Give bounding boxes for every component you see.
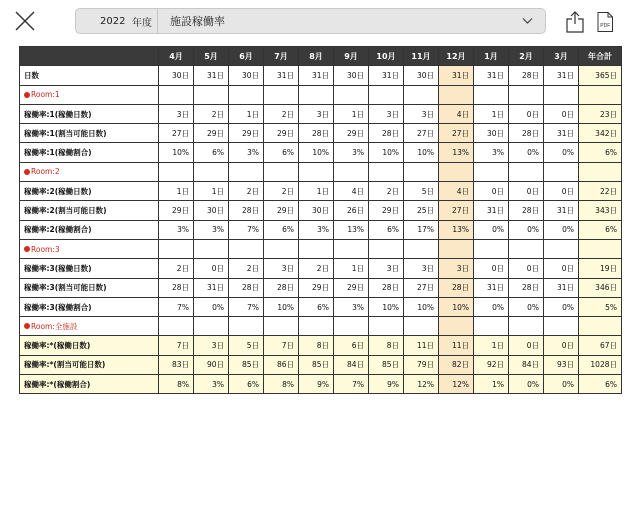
row-label: 稼働率:*(稼働割合) (20, 375, 159, 394)
table-cell: 3% (159, 220, 194, 239)
table-cell: 86日 (264, 355, 299, 374)
table-cell: 0日 (194, 259, 229, 278)
empty-cell (369, 162, 404, 181)
empty-cell (334, 239, 369, 258)
table-cell: 29日 (159, 201, 194, 220)
table-cell: 29日 (194, 124, 229, 143)
table-cell: 1% (474, 375, 509, 394)
table-cell: 0% (544, 220, 579, 239)
table-cell: 3日 (439, 259, 474, 278)
table-cell: 0日 (544, 259, 579, 278)
table-cell: 6日 (334, 336, 369, 355)
table-cell: 4日 (439, 104, 474, 123)
column-header: 2月 (509, 47, 544, 66)
table-cell: 9% (369, 375, 404, 394)
row-label: 稼働率:*(稼働日数) (20, 336, 159, 355)
table-cell: 7日 (159, 336, 194, 355)
table-cell: 0% (509, 297, 544, 316)
table-cell: 30日 (194, 201, 229, 220)
empty-cell (159, 317, 194, 336)
table-cell: 0日 (544, 336, 579, 355)
table-row (20, 259, 622, 278)
table-row (20, 66, 622, 85)
table-row (20, 336, 622, 355)
table-cell: 2日 (229, 182, 264, 201)
column-header: 4月 (159, 47, 194, 66)
empty-cell (509, 239, 544, 258)
empty-cell (404, 239, 439, 258)
table-cell: 92日 (474, 355, 509, 374)
empty-cell (369, 85, 404, 104)
fiscal-year: 2022 (100, 15, 126, 27)
table-cell: 31日 (264, 66, 299, 85)
table-cell: 3% (334, 297, 369, 316)
table-cell: 28日 (509, 124, 544, 143)
column-header: 5月 (194, 47, 229, 66)
empty-cell (474, 239, 509, 258)
total-cell: 6% (579, 220, 622, 239)
room-dot-icon (24, 323, 30, 329)
table-cell: 1日 (334, 259, 369, 278)
table-cell: 27日 (439, 201, 474, 220)
table-cell: 10% (404, 297, 439, 316)
table-cell: 28日 (509, 278, 544, 297)
room-dot-icon (24, 92, 30, 98)
table-cell: 28日 (369, 124, 404, 143)
room-name: Room:3 (31, 244, 60, 254)
table-cell: 31日 (544, 201, 579, 220)
table-cell: 10% (159, 143, 194, 162)
table-cell: 28日 (229, 201, 264, 220)
table-cell: 10% (369, 297, 404, 316)
table-cell: 28日 (509, 201, 544, 220)
table-cell: 83日 (159, 355, 194, 374)
table-cell: 0% (544, 375, 579, 394)
empty-cell (509, 85, 544, 104)
table-cell: 0日 (474, 182, 509, 201)
table-cell: 10% (439, 297, 474, 316)
table-cell: 0% (474, 220, 509, 239)
column-header: 10月 (369, 47, 404, 66)
empty-cell (579, 317, 622, 336)
row-label: 稼働率:1(稼働日数) (20, 104, 159, 123)
empty-cell (509, 162, 544, 181)
empty-cell (229, 85, 264, 104)
room-dot-icon (24, 169, 30, 175)
room-name: Room:全施設 (31, 321, 78, 331)
room-section-row (20, 85, 622, 104)
table-cell: 3% (299, 220, 334, 239)
table-cell: 7% (159, 297, 194, 316)
table-cell: 8日 (369, 336, 404, 355)
table-cell: 2日 (264, 104, 299, 123)
table-cell: 3日 (264, 259, 299, 278)
table-cell: 31日 (544, 66, 579, 85)
pdf-icon-text: PDF (600, 23, 611, 29)
table-cell: 0日 (509, 259, 544, 278)
table-cell: 1日 (159, 182, 194, 201)
table-cell: 0% (544, 297, 579, 316)
table-cell: 93日 (544, 355, 579, 374)
empty-cell (299, 85, 334, 104)
table-cell: 3日 (369, 259, 404, 278)
table-cell: 31日 (299, 66, 334, 85)
table-cell: 29日 (229, 124, 264, 143)
table-row (20, 278, 622, 297)
table-row (20, 375, 622, 394)
table-cell: 6% (264, 143, 299, 162)
empty-cell (159, 162, 194, 181)
table-cell: 8% (159, 375, 194, 394)
table-cell: 13% (334, 220, 369, 239)
table-cell: 31日 (474, 278, 509, 297)
table-cell: 2日 (159, 259, 194, 278)
table-cell: 26日 (334, 201, 369, 220)
table-cell: 0日 (509, 182, 544, 201)
table-cell: 31日 (474, 201, 509, 220)
table-cell: 82日 (439, 355, 474, 374)
table-cell: 29日 (334, 278, 369, 297)
table-cell: 1日 (229, 104, 264, 123)
table-cell: 4日 (334, 182, 369, 201)
row-label: 稼働率:2(稼働日数) (20, 182, 159, 201)
table-cell: 3日 (404, 104, 439, 123)
top-bar (0, 0, 640, 44)
room-section-row (20, 162, 622, 181)
empty-cell (299, 162, 334, 181)
row-label: 稼働率:3(割当可能日数) (20, 278, 159, 297)
table-cell: 28日 (229, 278, 264, 297)
table-cell: 1日 (334, 104, 369, 123)
table-cell: 31日 (474, 66, 509, 85)
table-cell: 90日 (194, 355, 229, 374)
empty-cell (544, 317, 579, 336)
table-cell: 3日 (159, 104, 194, 123)
table-cell: 3% (474, 143, 509, 162)
table-row (20, 124, 622, 143)
empty-cell (369, 239, 404, 258)
empty-cell (264, 162, 299, 181)
pdf-icon[interactable] (597, 12, 613, 32)
table-cell: 0% (509, 143, 544, 162)
table-row (20, 104, 622, 123)
table-cell: 27日 (404, 124, 439, 143)
table-cell: 10% (404, 143, 439, 162)
total-cell: 19日 (579, 259, 622, 278)
table-cell: 31日 (194, 66, 229, 85)
table-cell: 10% (299, 143, 334, 162)
empty-cell (229, 239, 264, 258)
empty-cell (579, 162, 622, 181)
table-cell: 9% (299, 375, 334, 394)
table-cell: 31日 (194, 278, 229, 297)
table-cell: 2日 (229, 259, 264, 278)
empty-cell (264, 239, 299, 258)
table-cell: 0% (509, 220, 544, 239)
table-cell: 31日 (439, 66, 474, 85)
table-cell: 7% (229, 297, 264, 316)
table-cell: 27日 (439, 124, 474, 143)
empty-cell (159, 85, 194, 104)
column-header: 11月 (404, 47, 439, 66)
table-cell: 12% (404, 375, 439, 394)
room-section-row (20, 239, 622, 258)
table-cell: 5日 (229, 336, 264, 355)
table-cell: 27日 (159, 124, 194, 143)
column-header: 1月 (474, 47, 509, 66)
table-cell: 29日 (299, 278, 334, 297)
empty-cell (194, 162, 229, 181)
row-label: 稼働率:3(稼働割合) (20, 297, 159, 316)
row-label: 稼働率:2(割当可能日数) (20, 201, 159, 220)
table-cell: 25日 (404, 201, 439, 220)
empty-cell (194, 239, 229, 258)
table-cell: 3% (194, 220, 229, 239)
header-corner (20, 47, 159, 66)
table-cell: 0% (544, 143, 579, 162)
table-cell: 30日 (404, 66, 439, 85)
empty-cell (229, 162, 264, 181)
total-cell: 67日 (579, 336, 622, 355)
table-cell: 0日 (544, 182, 579, 201)
row-label: 稼働率:1(稼働割合) (20, 143, 159, 162)
empty-cell (474, 85, 509, 104)
empty-cell (579, 85, 622, 104)
table-cell: 0日 (474, 259, 509, 278)
close-icon[interactable] (14, 10, 36, 32)
table-cell: 28日 (439, 278, 474, 297)
table-cell: 84日 (334, 355, 369, 374)
table-cell: 7日 (264, 336, 299, 355)
empty-cell (474, 162, 509, 181)
table-cell: 3% (194, 375, 229, 394)
table-row (20, 220, 622, 239)
table-cell: 8% (264, 375, 299, 394)
table-cell: 0日 (509, 104, 544, 123)
chevron-down-icon (522, 17, 533, 25)
table-cell: 6% (194, 143, 229, 162)
empty-cell (159, 239, 194, 258)
row-label: 稼働率:3(稼働日数) (20, 259, 159, 278)
empty-cell (229, 317, 264, 336)
table-cell: 84日 (509, 355, 544, 374)
table-cell: 6% (264, 220, 299, 239)
table-cell: 30日 (474, 124, 509, 143)
table-cell: 28日 (299, 124, 334, 143)
empty-cell (194, 85, 229, 104)
room-name: Room:2 (31, 167, 60, 177)
table-cell: 3% (334, 143, 369, 162)
empty-cell (334, 162, 369, 181)
empty-cell (439, 317, 474, 336)
column-header: 年合計 (579, 47, 622, 66)
selector-divider (157, 9, 158, 33)
table-cell: 28日 (264, 278, 299, 297)
table-cell: 0日 (509, 336, 544, 355)
empty-cell (264, 317, 299, 336)
report-selector-dropdown[interactable] (75, 8, 546, 34)
empty-cell (299, 317, 334, 336)
empty-cell (404, 85, 439, 104)
table-cell: 31日 (544, 278, 579, 297)
table-cell: 2日 (264, 182, 299, 201)
table-cell: 10% (369, 143, 404, 162)
table-header-row (20, 47, 622, 66)
table-cell: 30日 (334, 66, 369, 85)
row-label: 稼働率:1(割当可能日数) (20, 124, 159, 143)
table-cell: 29日 (369, 201, 404, 220)
empty-cell (544, 85, 579, 104)
table-cell: 2日 (194, 104, 229, 123)
total-cell: 6% (579, 375, 622, 394)
row-label: 稼働率:*(割当可能日数) (20, 355, 159, 374)
table-cell: 31日 (544, 124, 579, 143)
fiscal-year-label: 年度 (132, 17, 152, 29)
column-header: 7月 (264, 47, 299, 66)
row-label: 稼働率:2(稼働割合) (20, 220, 159, 239)
total-cell: 6% (579, 143, 622, 162)
table-cell: 5日 (404, 182, 439, 201)
empty-cell (194, 317, 229, 336)
table-cell: 29日 (264, 201, 299, 220)
table-row (20, 355, 622, 374)
empty-cell (334, 317, 369, 336)
table-row (20, 297, 622, 316)
column-header: 8月 (299, 47, 334, 66)
empty-cell (404, 317, 439, 336)
room-section-row (20, 317, 622, 336)
total-cell: 365日 (579, 66, 622, 85)
room-name: Room:1 (31, 90, 60, 100)
table-cell: 79日 (404, 355, 439, 374)
table-cell: 85日 (229, 355, 264, 374)
table-cell: 6% (299, 297, 334, 316)
table-row (20, 182, 622, 201)
table-cell: 29日 (264, 124, 299, 143)
table-cell: 3日 (194, 336, 229, 355)
table-cell: 29日 (334, 124, 369, 143)
empty-cell (544, 239, 579, 258)
empty-cell (509, 317, 544, 336)
total-cell: 22日 (579, 182, 622, 201)
empty-cell (439, 239, 474, 258)
table-cell: 10% (264, 297, 299, 316)
table-cell: 30日 (229, 66, 264, 85)
table-cell: 13% (439, 220, 474, 239)
table-cell: 85日 (299, 355, 334, 374)
table-cell: 1日 (474, 104, 509, 123)
table-cell: 7% (334, 375, 369, 394)
table-cell: 4日 (439, 182, 474, 201)
table-cell: 3日 (404, 259, 439, 278)
table-cell: 0日 (544, 104, 579, 123)
column-header: 9月 (334, 47, 369, 66)
empty-cell (439, 85, 474, 104)
table-cell: 6% (369, 220, 404, 239)
empty-cell (544, 162, 579, 181)
empty-cell (579, 239, 622, 258)
empty-cell (404, 162, 439, 181)
room-section-label (20, 162, 159, 181)
table-cell: 1日 (194, 182, 229, 201)
table-cell: 28日 (369, 278, 404, 297)
table-cell: 11日 (404, 336, 439, 355)
empty-cell (369, 317, 404, 336)
table-cell: 1日 (474, 336, 509, 355)
table-cell: 7% (229, 220, 264, 239)
room-section-label (20, 317, 159, 336)
total-cell: 346日 (579, 278, 622, 297)
table-cell: 3日 (369, 104, 404, 123)
table-cell: 3日 (299, 104, 334, 123)
table-cell: 13% (439, 143, 474, 162)
empty-cell (474, 317, 509, 336)
row-label: 日数 (20, 66, 159, 85)
table-cell: 11日 (439, 336, 474, 355)
empty-cell (299, 239, 334, 258)
table-cell: 1日 (299, 182, 334, 201)
total-cell: 1028日 (579, 355, 622, 374)
table-cell: 17% (404, 220, 439, 239)
total-cell: 5% (579, 297, 622, 316)
empty-cell (439, 162, 474, 181)
table-row (20, 201, 622, 220)
column-header: 6月 (229, 47, 264, 66)
table-cell: 0% (509, 375, 544, 394)
table-cell: 28日 (159, 278, 194, 297)
total-cell: 23日 (579, 104, 622, 123)
table-cell: 0% (194, 297, 229, 316)
column-header: 3月 (544, 47, 579, 66)
table-cell: 12% (439, 375, 474, 394)
table-cell: 6% (229, 375, 264, 394)
table-cell: 8日 (299, 336, 334, 355)
occupancy-table (19, 46, 622, 394)
table-cell: 3% (229, 143, 264, 162)
report-title: 施設稼働率 (170, 15, 225, 28)
room-dot-icon (24, 246, 30, 252)
total-cell: 342日 (579, 124, 622, 143)
table-cell: 0% (474, 297, 509, 316)
column-header: 12月 (439, 47, 474, 66)
room-section-label (20, 239, 159, 258)
total-cell: 343日 (579, 201, 622, 220)
table-cell: 2日 (369, 182, 404, 201)
table-cell: 28日 (509, 66, 544, 85)
table-cell: 27日 (404, 278, 439, 297)
table-cell: 31日 (369, 66, 404, 85)
empty-cell (334, 85, 369, 104)
table-cell: 2日 (299, 259, 334, 278)
table-row (20, 143, 622, 162)
table-cell: 30日 (299, 201, 334, 220)
table-cell: 30日 (159, 66, 194, 85)
table-cell: 85日 (369, 355, 404, 374)
empty-cell (264, 85, 299, 104)
share-icon[interactable] (566, 11, 584, 33)
room-section-label (20, 85, 159, 104)
